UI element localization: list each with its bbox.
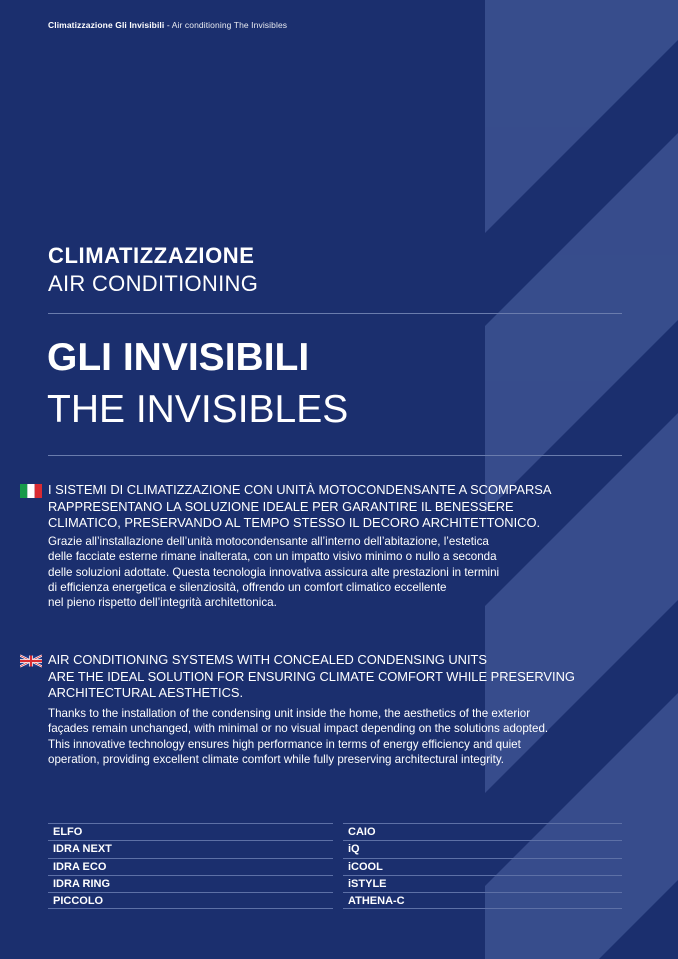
uk-flag-icon bbox=[20, 654, 42, 668]
english-lead-line: ARCHITECTURAL AESTHETICS. bbox=[48, 685, 244, 700]
header-separator: - bbox=[164, 20, 172, 30]
header-title-light: Air conditioning The Invisibles bbox=[171, 20, 288, 30]
product-item: IDRA NEXT bbox=[48, 840, 333, 857]
italian-body-line: di efficienza energetica e silenziosità, offrendo un comfort climatico eccellente bbox=[48, 580, 447, 594]
english-body-line: This innovative technology ensures high performance in terms of energy efficiency and quiet bbox=[48, 737, 521, 751]
product-list-right-column bbox=[343, 823, 622, 909]
product-item: iQ bbox=[343, 840, 622, 857]
product-item: IDRA ECO bbox=[48, 858, 333, 875]
page-title-en: THE INVISIBLES bbox=[47, 388, 349, 431]
product-item: PICCOLO bbox=[48, 892, 333, 909]
italian-lead-line: RAPPRESENTANO LA SOLUZIONE IDEALE PER GARANTIRE IL BENESSERE bbox=[48, 498, 514, 514]
italian-lead-line: CLIMATICO, PRESERVANDO AL TEMPO STESSO IL DECORO ARCHITETTONICO. bbox=[48, 515, 541, 530]
header-title-bold: Climatizzazione Gli Invisibili bbox=[48, 20, 165, 30]
product-list-left-column bbox=[48, 823, 333, 909]
english-lead-text bbox=[48, 652, 575, 702]
italian-flag-icon bbox=[20, 484, 42, 498]
italian-body-line: delle soluzioni adottate. Questa tecnologia innovativa assicura alte prestazioni in termini bbox=[48, 565, 500, 579]
product-item: IDRA RING bbox=[48, 875, 333, 892]
category-title-en: AIR CONDITIONING bbox=[48, 271, 259, 296]
category-title-it: CLIMATIZZAZIONE bbox=[48, 243, 255, 268]
italian-body-text bbox=[48, 534, 499, 610]
english-body-line: façades remain unchanged, with minimal or no visual impact depending on the solutions adopted. bbox=[48, 722, 549, 736]
english-body-line: Thanks to the installation of the condensing unit inside the home, the aesthetics of the exterior bbox=[48, 707, 531, 720]
english-body-line: operation, providing excellent climate comfort while fully preserving architectural integrity. bbox=[48, 752, 505, 766]
english-body-text bbox=[48, 706, 548, 767]
product-item: ELFO bbox=[48, 823, 333, 840]
divider-middle bbox=[48, 455, 622, 456]
product-item: ATHENA-C bbox=[343, 892, 622, 909]
italian-body-line: nel pieno rispetto dell’integrità architettonica. bbox=[48, 596, 277, 610]
english-lead-line: ARE THE IDEAL SOLUTION FOR ENSURING CLIMATE COMFORT WHILE PRESERVING bbox=[48, 668, 575, 684]
italian-body-line: delle facciate esterne rimane inalterata, con un impatto visivo minimo o nullo a seconda bbox=[48, 550, 497, 564]
italian-lead-line: I SISTEMI DI CLIMATIZZAZIONE CON UNITÀ MOTOCONDENSANTE A SCOMPARSA bbox=[48, 482, 552, 497]
italian-lead-text bbox=[48, 482, 552, 532]
page-title-it: GLI INVISIBILI bbox=[47, 336, 310, 379]
italian-body-line: Grazie all’installazione dell’unità motocondensante all’interno dell’abitazione, l’estetica bbox=[48, 535, 489, 548]
product-item: CAIO bbox=[343, 823, 622, 840]
product-item: iCOOL bbox=[343, 858, 622, 875]
running-header bbox=[48, 20, 287, 30]
divider-top bbox=[48, 313, 622, 314]
english-lead-line: AIR CONDITIONING SYSTEMS WITH CONCEALED CONDENSING UNITS bbox=[48, 652, 488, 667]
product-item: iSTYLE bbox=[343, 875, 622, 892]
